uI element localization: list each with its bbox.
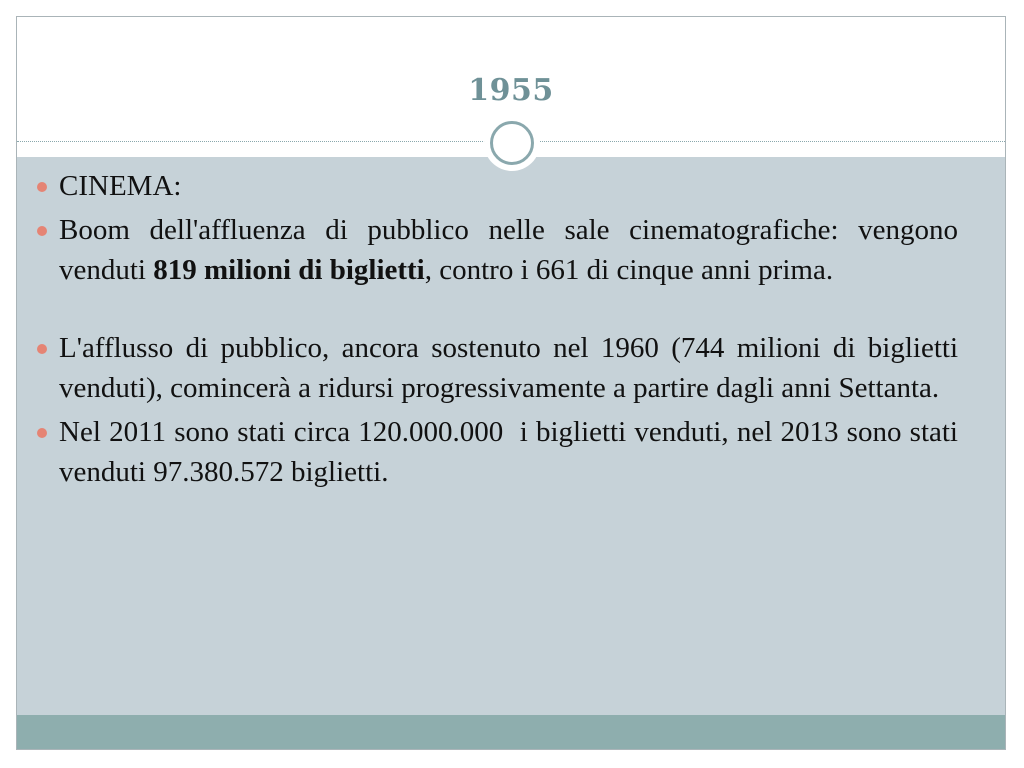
bullet-text-before: Boom dell'affluenza di pubblico nelle sale cinematografiche: vengono venduti (59, 214, 958, 286)
bullet-text: Nel 2011 sono stati circa 120.000.000 i biglietti venduti, nel 2013 sono stati venduti 97.380.572 biglietti. (59, 416, 966, 488)
circle-ornament-icon (484, 115, 540, 171)
bullet-item (40, 412, 966, 492)
circle-ring (490, 121, 534, 165)
bullet-dot-icon (37, 182, 47, 192)
bullet-text: CINEMA: (59, 170, 182, 202)
bullet-dot-icon (37, 428, 47, 438)
bullet-text-after: , contro i 661 di cinque anni prima. (424, 254, 834, 286)
bullet-text: L'afflusso di pubblico, ancora sostenuto nel 1960 (744 milioni di biglietti venduti), comincerà a ridursi progressivamente a partire dagli anni Settanta. (59, 332, 958, 404)
footer-band (17, 715, 1005, 749)
bullet-dot-icon (37, 344, 47, 354)
bullet-list (40, 166, 966, 496)
bullet-item (40, 328, 958, 408)
bullet-item (40, 166, 958, 206)
bullet-dot-icon (37, 226, 47, 236)
bullet-text-bold: 819 milioni di biglietti (153, 254, 425, 286)
bullet-item (40, 210, 958, 290)
slide-title: 1955 (468, 73, 554, 108)
